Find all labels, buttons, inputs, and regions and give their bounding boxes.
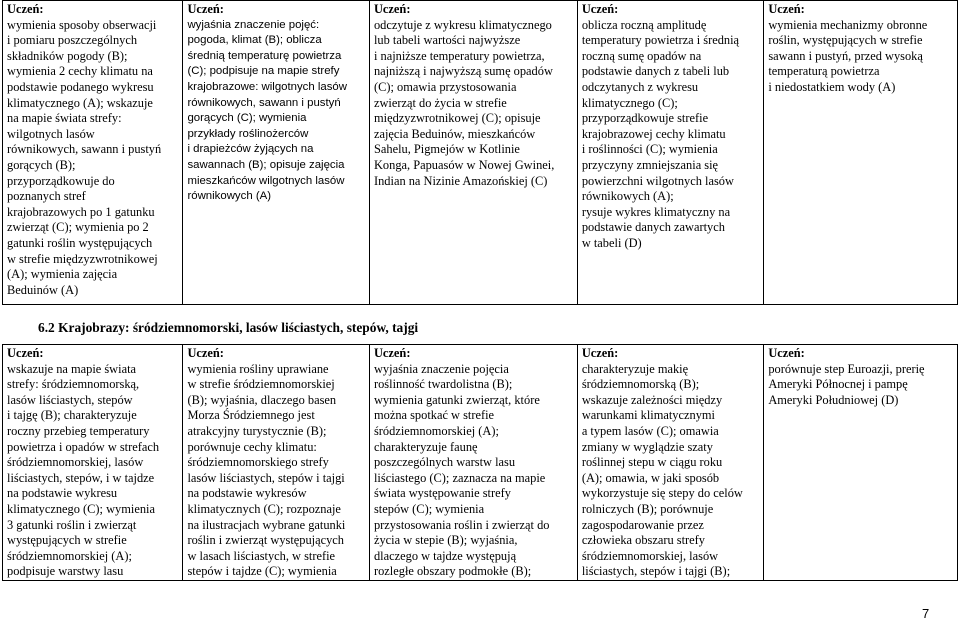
table-cell [3, 345, 183, 581]
table-row [3, 345, 958, 581]
cell-heading: Uczeń: [581, 2, 619, 16]
cell-text: wymienia mechanizmy obronne roślin, występujących w strefie sawann i pustyń, przed wysoką temperaturą powietrza i niedostatkiem wody (A) [768, 17, 928, 94]
table-cell [183, 1, 370, 305]
table-cell [369, 345, 577, 581]
cell-text: porównuje step Euroazji, prerię Ameryki Północnej i pampę Ameryki Południowej (D) [768, 361, 925, 407]
cell-heading: Uczeń: [768, 346, 805, 360]
section-heading: 6.2 Krajobrazy: śródziemnomorski, lasów liściastych, stepów, tajgi [38, 320, 419, 335]
table-cell [577, 345, 764, 581]
cell-heading: Uczeń: [373, 2, 411, 16]
cell-heading: Uczeń: [7, 346, 44, 360]
cell-text: wyjaśnia znaczenie pojęcia roślinność twardolistna (B); wymienia gatunki zwierząt, które można spotkać w strefie śródziemnomorskiej (A); charakteryzuje faunę poszczególnych warstw lasu liściastego (C); zaznacza na mapie świata występowanie strefy stepów (C); wymienia przystosowania roślin i zwierząt do życia w stepie (B); wyjaśnia, dlaczego w tajdze występują rozległe obszary podmokłe (B); [373, 361, 550, 579]
achievement-table-top [2, 0, 958, 305]
page-number: 7 [922, 606, 930, 621]
cell-text: wskazuje na mapie świata strefy: śródziemnomorską, lasów liściastych, stepów i tajgę (B); charakteryzuje roczny przebieg temperatury powietrza i opadów w strefach śródziemnomorskiej, lasów liściastych, stepów, i w tajdze na podstawie wykresu klimatycznego (C); wymienia 3 gatunki roślin i zwierząt występujących w strefie śródziemnomorskiej (A); podpisuje warstwy lasu [7, 361, 160, 579]
cell-heading: Uczeń: [581, 346, 619, 360]
table-row [3, 1, 958, 305]
cell-heading: Uczeń: [373, 346, 411, 360]
cell-heading: Uczeń: [187, 346, 224, 360]
cell-heading: Uczeń: [768, 2, 805, 16]
cell-heading: Uczeń: [187, 2, 224, 16]
cell-heading: Uczeń: [7, 2, 44, 16]
cell-text: wymienia sposoby obserwacji i pomiaru poszczególnych składników pogody (B); wymienia 2 cechy klimatu na podstawie podanego wykresu klimatycznego (A); wskazuje na mapie świata strefy: wilgotnych lasów równikowych, sawann i pustyń gorących (B); przyporządkowuje do poznanych stref krajobrazowych po 1 gatunku zwierząt (C); wymienia po 2 gatunki roślin występujących w strefie międzyzwrotnikowej (A); wymienia zajęcia Beduinów (A) [7, 17, 162, 297]
cell-text: wyjaśnia znaczenie pojęć: pogoda, klimat (B); oblicza średnią temperaturę powietrza (C); podpisuje na mapie strefy krajobrazowe: wilgotnych lasów równikowych, sawann i pustyń gorących (C); wymienia przykłady roślinożerców i drapieżców żyjących na sawannach (B); opisuje zajęcia mieszkańców wilgotnych lasów równikowych (A) [187, 18, 347, 203]
table-cell [183, 345, 370, 581]
table-cell [577, 1, 764, 305]
table-cell [369, 1, 577, 305]
achievement-table-bottom [2, 344, 958, 581]
cell-text: odczytuje z wykresu klimatycznego lub tabeli wartości najwyższe i najniższe temperatury powietrza, najniższą i najwyższą sumę opadów (C); omawia przystosowania zwierząt do życia w strefie międzyzwrotnikowej (C); opisuje zajęcia Beduinów, mieszkańców Sahelu, Pigmejów w Kotlinie Konga, Papuasów w Nowej Gwinei, Indian na Nizinie Amazońskiej (C) [373, 17, 555, 188]
cell-text: oblicza roczną amplitudę temperatury powietrza i średnią roczną sumę opadów na podstawie danych z tabeli lub odczytanych z wykresu klimatycznego (C); przyporządkowuje strefie krajobrazowej cechy klimatu i roślinności (C); wymienia przyczyny zmniejszania się powierzchni wilgotnych lasów równikowych (A); rysuje wykres klimatyczny na podstawie danych zawartych w tabeli (D) [581, 17, 740, 250]
table-cell [764, 1, 958, 305]
cell-text: charakteryzuje makię śródziemnomorską (B); wskazuje zależności między warunkami klimatycznymi a typem lasów (C); omawia zmiany w wyglądzie szaty roślinnej stepu w ciągu roku (A); omawia, w jaki sposób wykorzystuje się stepy do celów rolniczych (B); porównuje zagospodarowanie przez człowieka obszaru strefy śródziemnomorskiej, lasów liściastych, stepów i tajgi (B); [581, 361, 743, 579]
cell-text: wymienia rośliny uprawiane w strefie śródziemnomorskiej (B); wyjaśnia, dlaczego basen Morza Śródziemnego jest atrakcyjny turystycznie (B); porównuje cechy klimatu: śródziemnomorskiego strefy lasów liściastych, stepów i tajgi na podstawie wykresów klimatycznych (C); rozpoznaje na ilustracjach wybrane gatunki roślin i zwierząt występujących w lasach liściastych, w strefie stepów i tajdze (C); wymienia [187, 361, 346, 579]
table-cell [3, 1, 183, 305]
table-cell [764, 345, 958, 581]
